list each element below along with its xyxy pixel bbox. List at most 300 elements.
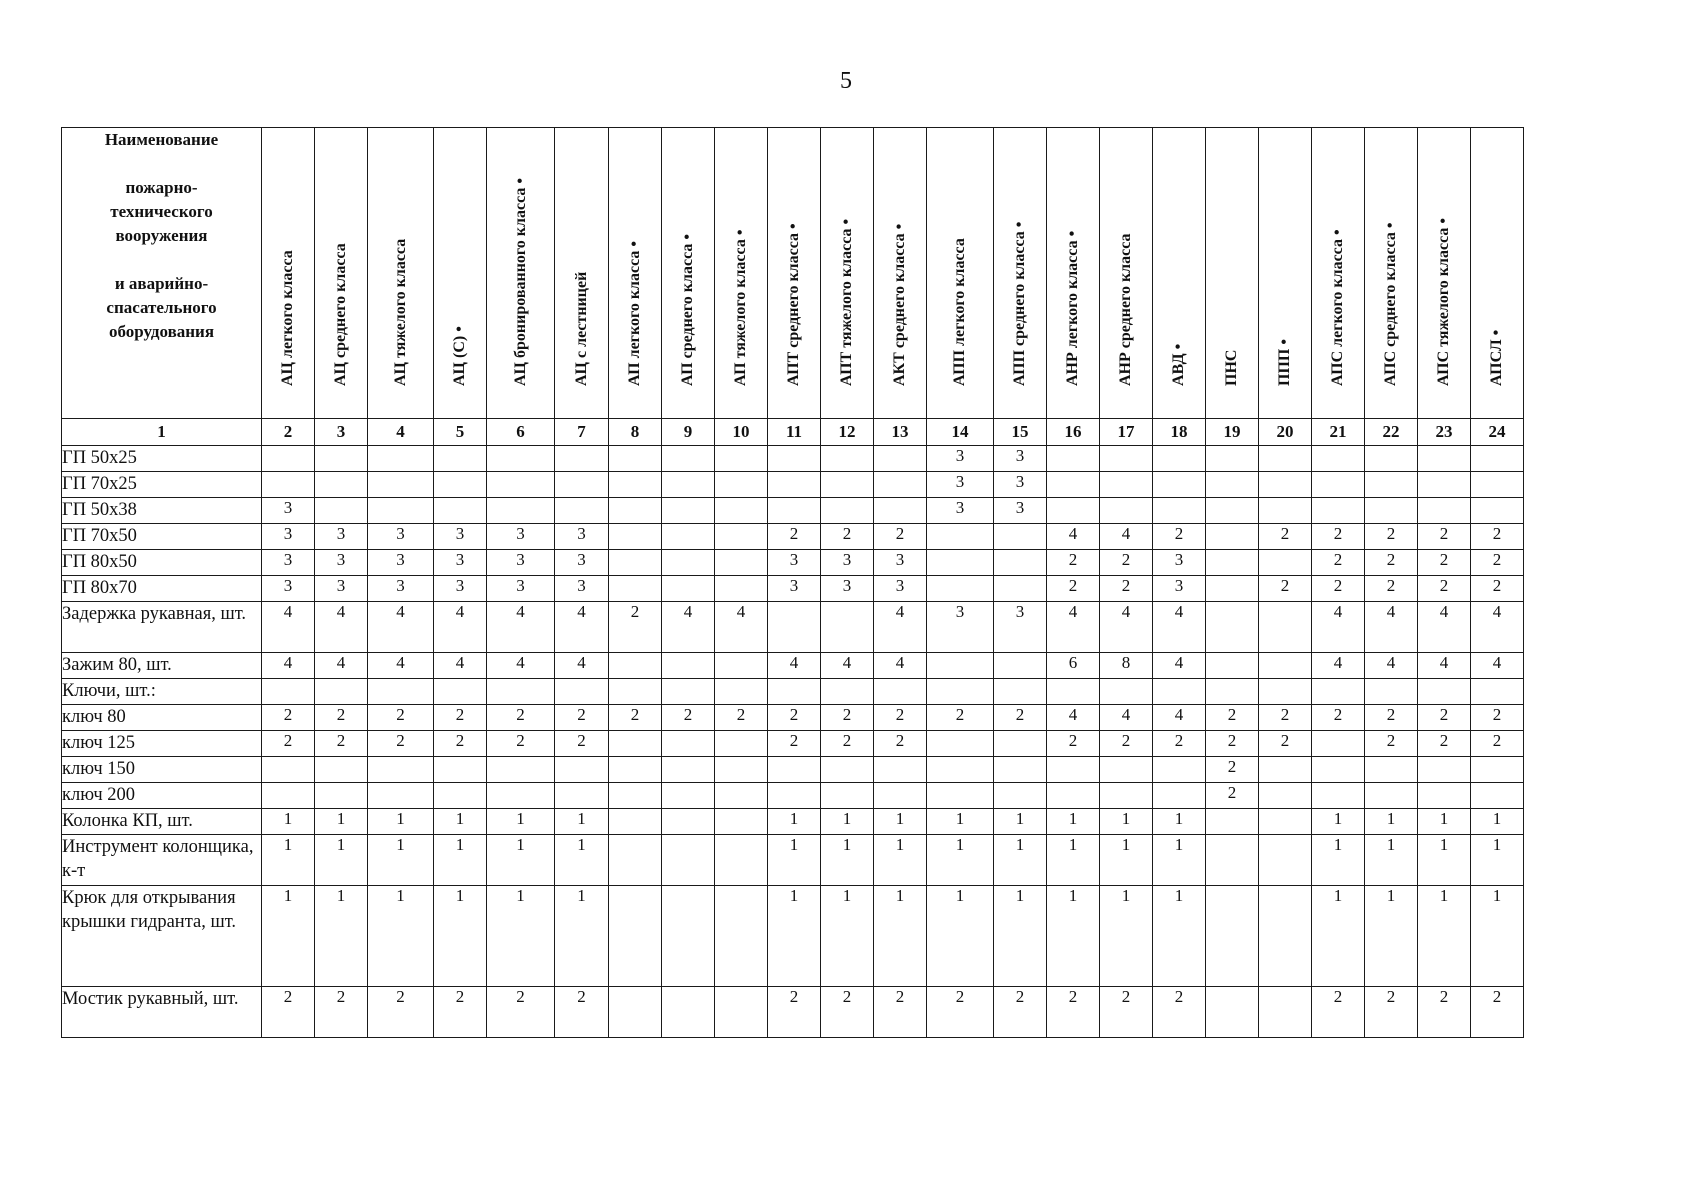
table-cell	[1206, 576, 1259, 602]
table-cell: 1	[1153, 886, 1206, 987]
table-cell	[1312, 679, 1365, 705]
table-cell: 1	[1153, 809, 1206, 835]
table-cell	[1259, 987, 1312, 1038]
table-cell	[927, 783, 994, 809]
table-row	[62, 602, 1524, 653]
table-cell: 2	[1418, 705, 1471, 731]
column-header	[927, 128, 994, 419]
table-cell: 4	[1047, 602, 1100, 653]
table-cell	[994, 653, 1047, 679]
table-cell	[768, 472, 821, 498]
table-cell: 1	[821, 886, 874, 987]
column-number-row	[62, 419, 1524, 446]
table-cell	[1418, 472, 1471, 498]
table-cell	[368, 679, 434, 705]
column-number: 23	[1418, 419, 1471, 446]
table-cell	[662, 550, 715, 576]
column-header-label: ППП •	[1276, 339, 1293, 386]
table-cell: 1	[1047, 835, 1100, 886]
table-cell: 4	[1153, 653, 1206, 679]
table-cell: 1	[315, 886, 368, 987]
table-cell: 1	[262, 835, 315, 886]
table-cell: 4	[368, 602, 434, 653]
table-cell	[368, 757, 434, 783]
table-cell: 6	[1047, 653, 1100, 679]
table-cell	[1418, 679, 1471, 705]
table-cell	[1206, 498, 1259, 524]
column-header	[262, 128, 315, 419]
table-cell: 3	[368, 550, 434, 576]
table-cell	[994, 550, 1047, 576]
table-cell: 2	[1312, 576, 1365, 602]
table-cell: 2	[487, 731, 555, 757]
table-cell: 3	[555, 550, 609, 576]
table-cell	[1100, 498, 1153, 524]
name-header-line: оборудования	[108, 322, 215, 341]
table-cell: 4	[874, 602, 927, 653]
table-cell: 4	[315, 602, 368, 653]
table-cell: 2	[487, 705, 555, 731]
column-header-label: АП среднего класса •	[679, 234, 696, 386]
row-name: ГП 70х25	[62, 472, 262, 498]
table-cell	[715, 576, 768, 602]
column-header-label: АНР среднего класса	[1117, 233, 1134, 386]
column-header	[555, 128, 609, 419]
table-cell	[1259, 498, 1312, 524]
table-cell	[555, 783, 609, 809]
table-cell: 2	[1206, 783, 1259, 809]
table-cell	[1259, 757, 1312, 783]
table-cell: 2	[821, 524, 874, 550]
row-name: ключ 200	[62, 783, 262, 809]
table-cell	[874, 679, 927, 705]
table-cell	[1365, 472, 1418, 498]
table-cell: 4	[315, 653, 368, 679]
table-cell: 2	[874, 731, 927, 757]
table-cell	[874, 446, 927, 472]
column-header-label: АПТ тяжелого класса •	[838, 218, 855, 386]
table-cell	[1153, 783, 1206, 809]
table-cell	[715, 987, 768, 1038]
table-cell	[768, 679, 821, 705]
table-cell: 2	[874, 987, 927, 1038]
table-cell: 1	[994, 835, 1047, 886]
table-cell: 3	[994, 602, 1047, 653]
table-cell: 1	[487, 886, 555, 987]
table-cell: 2	[1471, 524, 1524, 550]
table-cell: 4	[1365, 602, 1418, 653]
table-cell: 1	[555, 886, 609, 987]
row-name: Инструмент колонщика, к-т	[62, 835, 262, 886]
table-cell	[1312, 446, 1365, 472]
table-cell	[927, 757, 994, 783]
table-cell	[662, 653, 715, 679]
table-cell	[1153, 757, 1206, 783]
name-header-line: Наименование	[104, 130, 219, 149]
table-cell	[1312, 472, 1365, 498]
table-cell	[1206, 653, 1259, 679]
table-cell	[1365, 446, 1418, 472]
table-cell: 4	[262, 602, 315, 653]
table-cell: 1	[874, 835, 927, 886]
column-header	[1418, 128, 1471, 419]
table-cell	[262, 472, 315, 498]
table-cell	[662, 835, 715, 886]
table-cell: 1	[434, 886, 487, 987]
table-cell	[315, 757, 368, 783]
table-cell	[487, 783, 555, 809]
table-cell: 1	[821, 809, 874, 835]
table-cell	[715, 472, 768, 498]
table-cell	[487, 498, 555, 524]
table-cell: 2	[1100, 550, 1153, 576]
table-cell: 1	[1100, 835, 1153, 886]
table-cell	[609, 731, 662, 757]
table-cell	[927, 679, 994, 705]
table-cell: 3	[874, 576, 927, 602]
table-cell: 2	[874, 524, 927, 550]
column-number: 3	[315, 419, 368, 446]
table-cell: 1	[821, 835, 874, 886]
table-cell: 1	[1365, 886, 1418, 987]
table-cell	[1047, 472, 1100, 498]
column-header-label: ПНС	[1223, 349, 1240, 386]
table-cell: 2	[262, 705, 315, 731]
column-header-label: АП тяжелого класса •	[732, 229, 749, 386]
table-cell	[609, 757, 662, 783]
table-cell	[715, 498, 768, 524]
table-cell	[1259, 886, 1312, 987]
name-header-line: и аварийно-	[114, 274, 209, 293]
table-cell	[609, 576, 662, 602]
table-cell	[662, 472, 715, 498]
table-cell	[609, 987, 662, 1038]
table-cell	[821, 446, 874, 472]
table-cell: 2	[1047, 550, 1100, 576]
table-cell: 2	[927, 987, 994, 1038]
table-cell: 2	[1418, 550, 1471, 576]
table-cell	[715, 446, 768, 472]
table-cell: 2	[434, 705, 487, 731]
table-cell	[368, 446, 434, 472]
table-cell	[1206, 886, 1259, 987]
table-cell: 4	[1418, 602, 1471, 653]
row-name: ГП 50х25	[62, 446, 262, 472]
table-cell	[927, 550, 994, 576]
table-cell	[368, 498, 434, 524]
table-cell: 1	[927, 809, 994, 835]
table-cell: 2	[434, 987, 487, 1038]
table-cell	[262, 783, 315, 809]
table-cell: 3	[927, 602, 994, 653]
table-cell: 4	[1312, 653, 1365, 679]
header-row	[62, 128, 1524, 419]
name-header-line: пожарно-	[125, 178, 198, 197]
table-cell	[315, 498, 368, 524]
table-cell: 3	[487, 576, 555, 602]
table-cell	[662, 886, 715, 987]
table-cell: 2	[1312, 550, 1365, 576]
table-cell: 1	[315, 835, 368, 886]
column-number: 11	[768, 419, 821, 446]
table-cell	[1047, 679, 1100, 705]
table-cell: 3	[262, 576, 315, 602]
table-cell	[1418, 757, 1471, 783]
table-cell: 1	[1365, 835, 1418, 886]
table-cell	[315, 446, 368, 472]
table-cell: 4	[1100, 602, 1153, 653]
equipment-table	[61, 127, 1524, 1038]
table-cell: 2	[1153, 524, 1206, 550]
row-name: Крюк для открывания крышки гидранта, шт.	[62, 886, 262, 987]
table-cell	[927, 576, 994, 602]
table-row	[62, 987, 1524, 1038]
column-header-label: АЦ бронированного класса •	[511, 178, 529, 386]
table-cell	[1206, 472, 1259, 498]
table-cell	[662, 809, 715, 835]
table-row	[62, 446, 1524, 472]
table-cell: 3	[1153, 576, 1206, 602]
table-cell	[368, 783, 434, 809]
table-cell	[1259, 835, 1312, 886]
table-cell	[1047, 446, 1100, 472]
table-cell	[1100, 783, 1153, 809]
table-cell	[662, 524, 715, 550]
table-cell	[609, 679, 662, 705]
table-cell	[609, 783, 662, 809]
table-cell: 2	[1471, 576, 1524, 602]
row-name: Задержка рукавная, шт.	[62, 602, 262, 653]
table-cell	[609, 653, 662, 679]
table-cell	[1471, 783, 1524, 809]
table-cell: 3	[1153, 550, 1206, 576]
table-cell: 1	[1153, 835, 1206, 886]
column-number: 15	[994, 419, 1047, 446]
table-cell	[715, 783, 768, 809]
table-cell: 3	[262, 550, 315, 576]
table-cell	[927, 653, 994, 679]
table-cell: 1	[368, 835, 434, 886]
column-header-label: АКТ среднего класса •	[891, 223, 908, 386]
table-row	[62, 472, 1524, 498]
table-cell	[609, 524, 662, 550]
table-cell: 1	[1047, 886, 1100, 987]
table-cell	[715, 550, 768, 576]
table-cell	[1312, 731, 1365, 757]
column-header	[662, 128, 715, 419]
table-cell: 4	[1153, 602, 1206, 653]
column-header-label: АЦ легкого класса	[279, 250, 296, 386]
column-number: 6	[487, 419, 555, 446]
table-cell: 2	[555, 731, 609, 757]
name-header-line: спасательного	[106, 298, 217, 317]
column-header	[1047, 128, 1100, 419]
table-cell	[1206, 987, 1259, 1038]
table-cell: 1	[927, 835, 994, 886]
table-row	[62, 731, 1524, 757]
table-cell	[555, 498, 609, 524]
table-cell	[487, 679, 555, 705]
table-cell: 2	[1206, 731, 1259, 757]
table-cell	[715, 653, 768, 679]
table-cell	[1259, 446, 1312, 472]
table-cell	[768, 498, 821, 524]
table-cell	[821, 679, 874, 705]
table-cell: 3	[315, 524, 368, 550]
table-cell	[768, 783, 821, 809]
table-cell: 1	[1365, 809, 1418, 835]
table-cell	[1259, 550, 1312, 576]
table-cell	[434, 783, 487, 809]
table-cell: 2	[768, 705, 821, 731]
table-cell: 2	[1418, 576, 1471, 602]
table-cell: 2	[555, 705, 609, 731]
table-cell	[555, 757, 609, 783]
table-cell: 2	[1206, 757, 1259, 783]
row-name: ключ 150	[62, 757, 262, 783]
table-cell: 2	[555, 987, 609, 1038]
table-cell: 1	[434, 809, 487, 835]
table-cell: 2	[1153, 731, 1206, 757]
table-cell	[555, 446, 609, 472]
table-cell: 3	[994, 498, 1047, 524]
row-name: Мостик рукавный, шт.	[62, 987, 262, 1038]
column-number: 19	[1206, 419, 1259, 446]
column-number: 16	[1047, 419, 1100, 446]
column-header	[1153, 128, 1206, 419]
table-cell	[662, 679, 715, 705]
table-cell: 2	[821, 987, 874, 1038]
row-name: ключ 80	[62, 705, 262, 731]
table-cell	[1312, 783, 1365, 809]
table-cell: 2	[994, 705, 1047, 731]
table-cell: 2	[434, 731, 487, 757]
column-number: 18	[1153, 419, 1206, 446]
table-cell: 2	[927, 705, 994, 731]
table-cell	[315, 783, 368, 809]
row-name: Ключи, шт.:	[62, 679, 262, 705]
table-cell	[927, 524, 994, 550]
table-cell: 2	[768, 731, 821, 757]
table-cell	[715, 757, 768, 783]
table-cell	[434, 472, 487, 498]
column-header-label: АЦ (С) •	[451, 326, 468, 386]
table-cell: 2	[821, 731, 874, 757]
table-cell: 2	[315, 987, 368, 1038]
table-cell	[434, 498, 487, 524]
page-number: 5	[840, 68, 852, 94]
table-cell	[487, 446, 555, 472]
table-cell: 2	[368, 705, 434, 731]
table-cell: 1	[487, 835, 555, 886]
table-cell: 2	[609, 705, 662, 731]
table-cell: 4	[262, 653, 315, 679]
table-row	[62, 705, 1524, 731]
table-cell: 2	[1259, 576, 1312, 602]
table-row	[62, 550, 1524, 576]
table-cell	[821, 757, 874, 783]
table-cell: 1	[1312, 886, 1365, 987]
table-cell	[1471, 757, 1524, 783]
column-number: 10	[715, 419, 768, 446]
column-header	[1259, 128, 1312, 419]
table-cell	[715, 524, 768, 550]
column-number: 22	[1365, 419, 1418, 446]
table-cell: 4	[434, 653, 487, 679]
column-number: 17	[1100, 419, 1153, 446]
column-header	[1471, 128, 1524, 419]
table-cell: 3	[434, 576, 487, 602]
table-cell: 2	[1312, 987, 1365, 1038]
table-cell	[1259, 653, 1312, 679]
table-cell	[874, 498, 927, 524]
table-cell: 1	[262, 809, 315, 835]
column-number: 21	[1312, 419, 1365, 446]
column-header-label: АНР легкого класса •	[1064, 230, 1081, 386]
table-cell: 3	[994, 472, 1047, 498]
table-cell: 1	[1471, 809, 1524, 835]
table-cell	[609, 886, 662, 987]
column-header-label: АПТ среднего класса •	[785, 223, 802, 386]
table-cell	[1471, 472, 1524, 498]
table-cell	[821, 472, 874, 498]
table-cell: 1	[1047, 809, 1100, 835]
table-cell: 1	[555, 809, 609, 835]
column-number: 12	[821, 419, 874, 446]
table-cell: 4	[1100, 524, 1153, 550]
table-cell: 2	[1471, 550, 1524, 576]
column-header	[609, 128, 662, 419]
table-cell: 2	[1259, 731, 1312, 757]
table-cell: 3	[874, 550, 927, 576]
table-cell: 2	[487, 987, 555, 1038]
row-name: ГП 70х50	[62, 524, 262, 550]
table-cell: 1	[768, 809, 821, 835]
table-cell	[1365, 679, 1418, 705]
table-cell: 1	[927, 886, 994, 987]
column-number: 8	[609, 419, 662, 446]
column-header-label: АПП среднего класса •	[1011, 221, 1028, 386]
table-cell: 1	[262, 886, 315, 987]
column-number: 13	[874, 419, 927, 446]
table-cell: 4	[1047, 705, 1100, 731]
column-header	[487, 128, 555, 419]
table-cell: 1	[555, 835, 609, 886]
table-cell: 4	[1312, 602, 1365, 653]
table-cell: 1	[874, 809, 927, 835]
table-cell	[262, 679, 315, 705]
column-number: 24	[1471, 419, 1524, 446]
name-column-header	[62, 128, 262, 419]
table-cell	[1153, 472, 1206, 498]
table-cell	[1206, 602, 1259, 653]
column-header	[434, 128, 487, 419]
table-row	[62, 783, 1524, 809]
table-cell: 2	[1418, 987, 1471, 1038]
column-number: 20	[1259, 419, 1312, 446]
table-cell: 4	[368, 653, 434, 679]
table-cell	[1206, 550, 1259, 576]
column-header	[1206, 128, 1259, 419]
table-row	[62, 886, 1524, 987]
column-number: 2	[262, 419, 315, 446]
table-cell	[768, 446, 821, 472]
table-cell	[994, 679, 1047, 705]
table-cell	[1153, 498, 1206, 524]
name-header-line: вооружения	[115, 226, 208, 245]
column-number: 5	[434, 419, 487, 446]
table-cell	[768, 757, 821, 783]
